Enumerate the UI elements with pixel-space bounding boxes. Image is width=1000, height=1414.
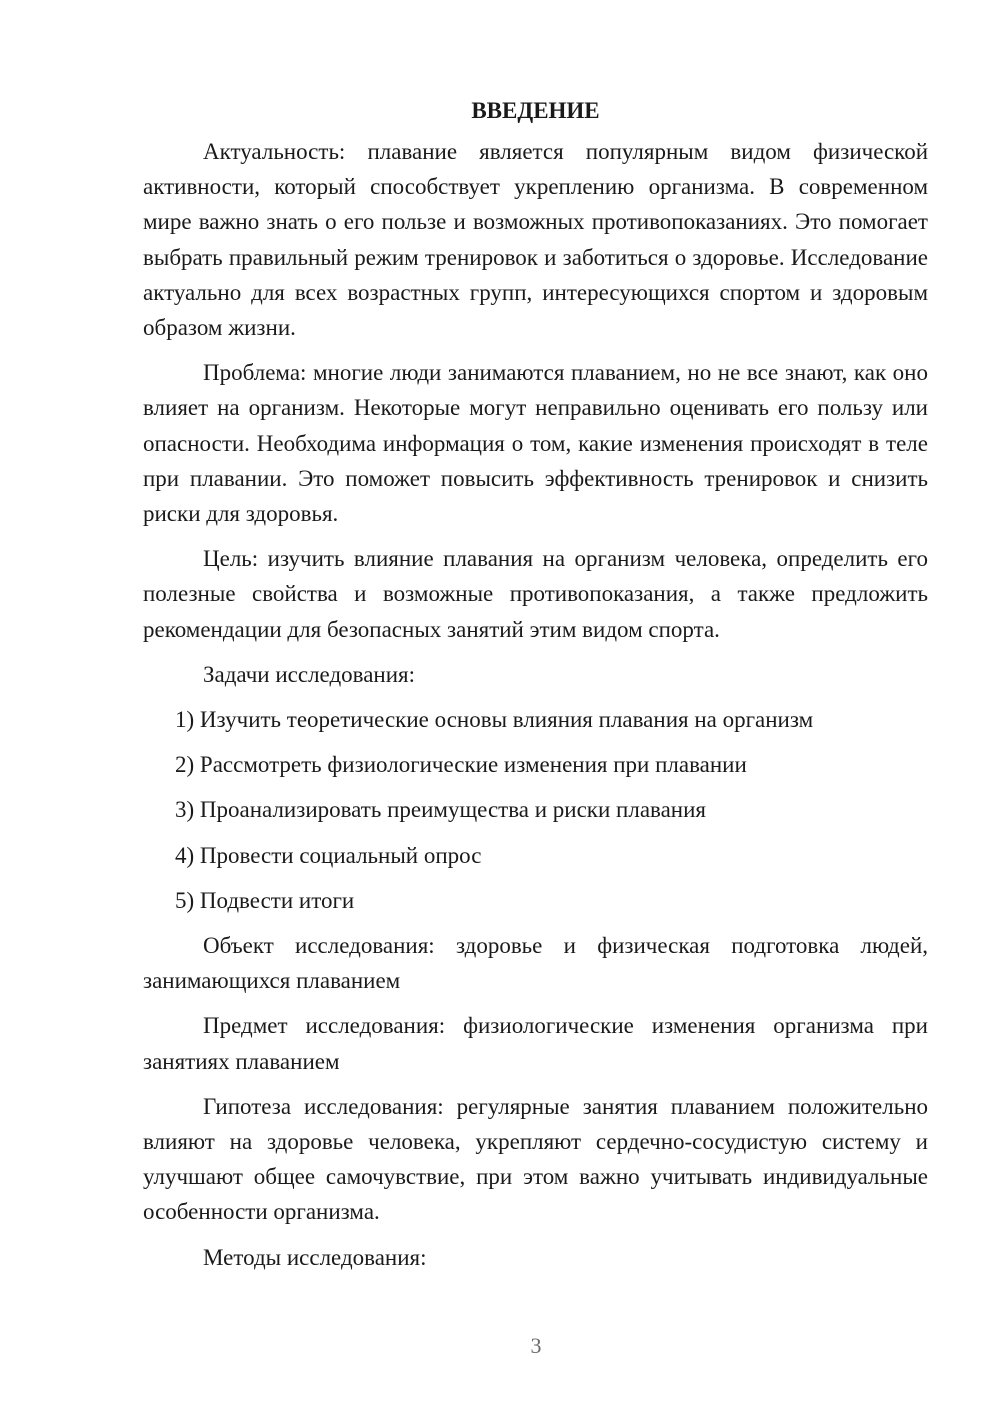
list-item: 5) Подвести итоги <box>175 887 355 913</box>
list-item: 4) Провести социальный опрос <box>175 842 482 868</box>
list-item: 1) Изучить теоретические основы влияния плавания на организм <box>175 707 814 733</box>
paragraph-problem: Проблема: многие люди занимаются плаванием, но не все знают, как оно влияет на организм. Некоторые могут неправильно оценивать его пользу или опасности. Необходима информация о том, какие изменения происходят в теле при плавании. Это поможет повысить эффективность тренировок и снизить риски для здоровья. <box>143 360 928 527</box>
paragraph-goal: Цель: изучить влияние плавания на организм человека, определить его полезные свойства и возможные противопоказания, а также предложить рекомендации для безопасных занятий этим видом спорта. <box>143 546 928 642</box>
page-title: ВВЕДЕНИЕ <box>471 98 600 123</box>
paragraph-subject: Предмет исследования: физиологические изменения организма при занятиях плаванием <box>143 1013 928 1074</box>
tasks-list <box>143 702 928 918</box>
methods-title: Методы исследования: <box>203 1244 427 1270</box>
page-content <box>143 92 928 1285</box>
page-number: 3 <box>530 1333 542 1358</box>
list-item: 3) Проанализировать преимущества и риски плавания <box>175 797 706 823</box>
paragraph-hypothesis: Гипотеза исследования: регулярные занятия плаванием положительно влияют на здоровье человека, укрепляют сердечно-сосудистую систему и улучшают общее самочувствие, при этом важно учитывать индивидуальные особенности организма. <box>143 1093 928 1225</box>
tasks-title: Задачи исследования: <box>203 661 416 687</box>
list-item: 2) Рассмотреть физиологические изменения при плавании <box>175 752 747 778</box>
paragraph-object: Объект исследования: здоровье и физическая подготовка людей, занимающихся плаванием <box>143 933 928 994</box>
paragraph-relevance: Актуальность: плавание является популярным видом физической активности, который способствует укреплению организма. В современном мире важно знать о его пользе и возможных противопоказаниях. Это помогает выбрать правильный режим тренировок и заботиться о здоровье. Исследование актуально для всех возрастных групп, интересующихся спортом и здоровым образом жизни. <box>143 139 928 341</box>
